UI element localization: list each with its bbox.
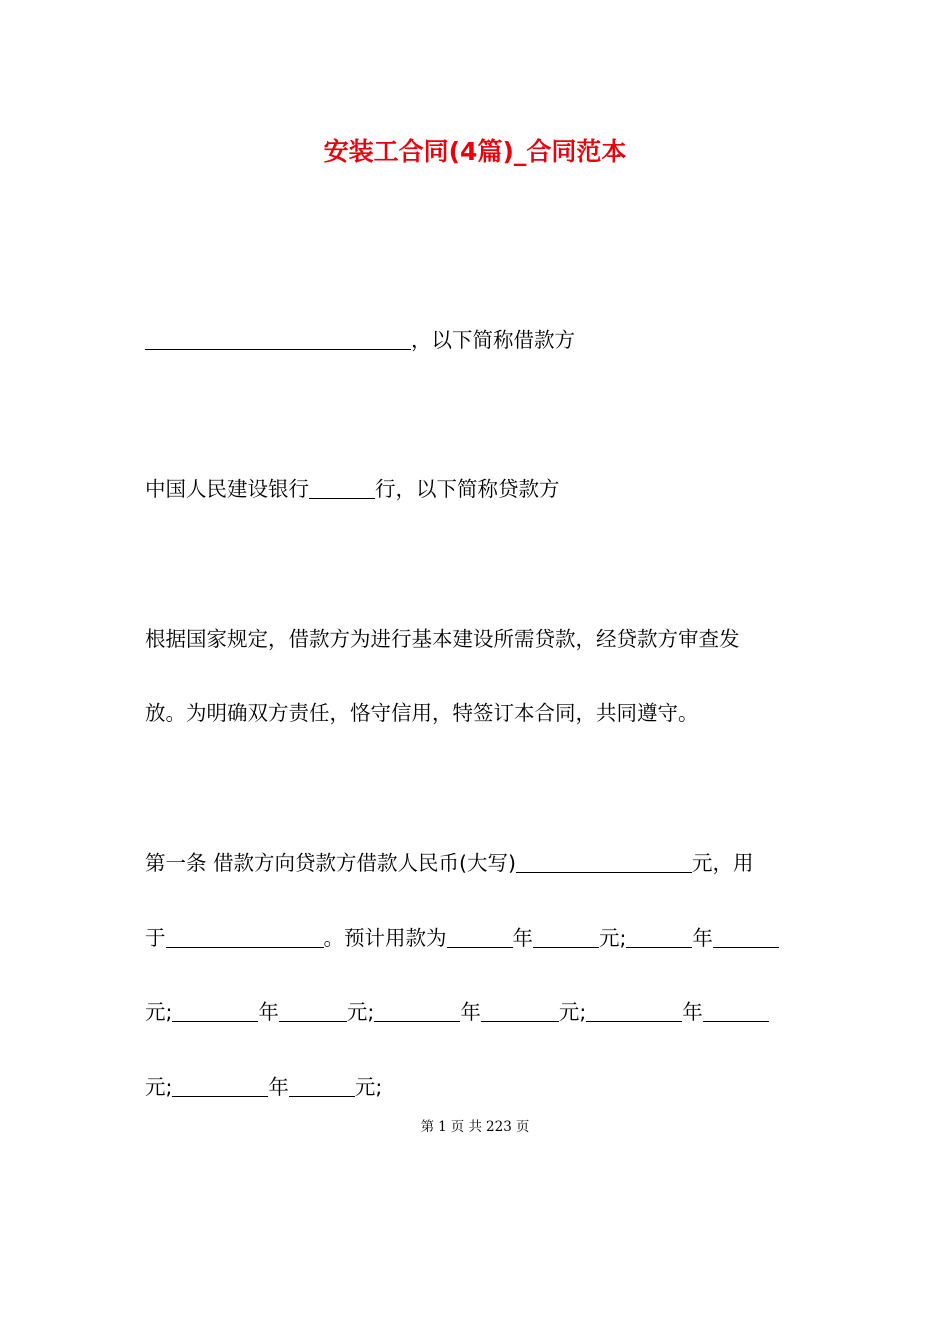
- yuan-label: 元;: [145, 1075, 173, 1099]
- borrower-line: [145, 325, 575, 355]
- borrower-label: ，以下简称借款方: [411, 328, 575, 352]
- blank-amount: [703, 1001, 769, 1022]
- blank-amount: [289, 1076, 355, 1097]
- year-label: 年: [268, 1075, 289, 1099]
- lender-suffix: 行，以下简称贷款方: [375, 477, 560, 501]
- document-title: 安装工合同(4篇)_合同范本: [323, 137, 627, 166]
- lender-prefix: 中国人民建设银行: [145, 477, 309, 501]
- blank-amount: [533, 927, 599, 948]
- article1-text-b: 元，用: [692, 851, 754, 875]
- blank-year: [586, 1001, 682, 1022]
- blank-year: [626, 927, 692, 948]
- article1-line1: [145, 848, 754, 878]
- year-label: 年: [460, 1000, 481, 1024]
- footer-prefix: 第: [420, 1119, 435, 1135]
- article1-line4: [145, 1072, 382, 1102]
- yuan-label: 元;: [145, 1000, 173, 1024]
- footer-page-number: 1: [438, 1119, 447, 1135]
- year-label: 年: [692, 926, 713, 950]
- article1-line2: [145, 923, 779, 953]
- lender-line: [145, 474, 560, 504]
- article1-text-a: 第一条 借款方向贷款方借款人民币(大写): [145, 851, 517, 875]
- blank-year: [172, 1076, 268, 1097]
- article1-text-d: 。预计用款为: [323, 926, 447, 950]
- semicolon: ;: [375, 1075, 383, 1099]
- blank-amount: [481, 1001, 559, 1022]
- yuan-label: 元;: [558, 1000, 587, 1024]
- yuan-label: 元;: [599, 926, 627, 950]
- blank-branch-name: [309, 478, 375, 499]
- article1-text-c: 于: [145, 926, 166, 950]
- blank-purpose: [166, 927, 324, 948]
- year-label: 年: [512, 926, 533, 950]
- page-footer: [0, 1115, 950, 1135]
- footer-suffix: 页: [515, 1119, 530, 1135]
- year-label: 年: [682, 1000, 703, 1024]
- blank-year: [374, 1001, 460, 1022]
- blank-amount: [713, 927, 779, 948]
- year-label: 年: [258, 1000, 279, 1024]
- footer-middle: 页 共: [450, 1119, 483, 1135]
- blank-borrower-name: [145, 329, 411, 350]
- yuan-label: 元: [354, 1075, 376, 1099]
- para1-line2: 放。为明确双方责任，恪守信用，特签订本合同，共同遵守。: [145, 701, 699, 725]
- article1-line3: [145, 997, 769, 1027]
- blank-year: [172, 1001, 258, 1022]
- footer-total-pages: 223: [486, 1119, 512, 1135]
- blank-year: [447, 927, 513, 948]
- para1-line1: 根据国家规定，借款方为进行基本建设所需贷款，经贷款方审查发: [145, 627, 740, 651]
- yuan-label: 元;: [346, 1000, 375, 1024]
- blank-amount-words: [516, 852, 692, 873]
- blank-amount: [279, 1001, 347, 1022]
